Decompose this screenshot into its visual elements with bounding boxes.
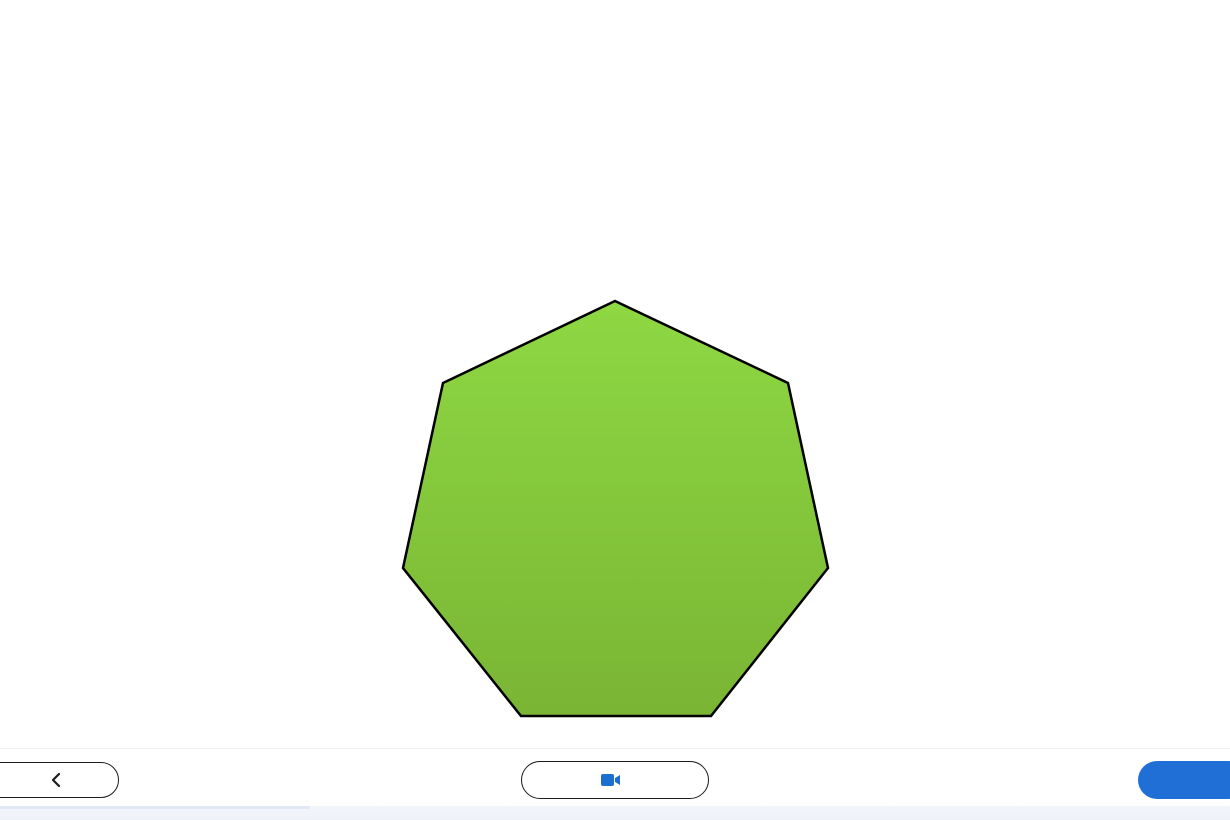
watch-video-button[interactable] (521, 761, 709, 799)
footer-shadow (0, 806, 1230, 820)
previous-button[interactable] (0, 762, 119, 798)
video-camera-icon (601, 773, 621, 787)
heptagon-polygon (403, 301, 828, 716)
footer-accent (0, 806, 310, 809)
chevron-left-icon (50, 772, 62, 788)
answer-button[interactable] (1138, 761, 1230, 799)
